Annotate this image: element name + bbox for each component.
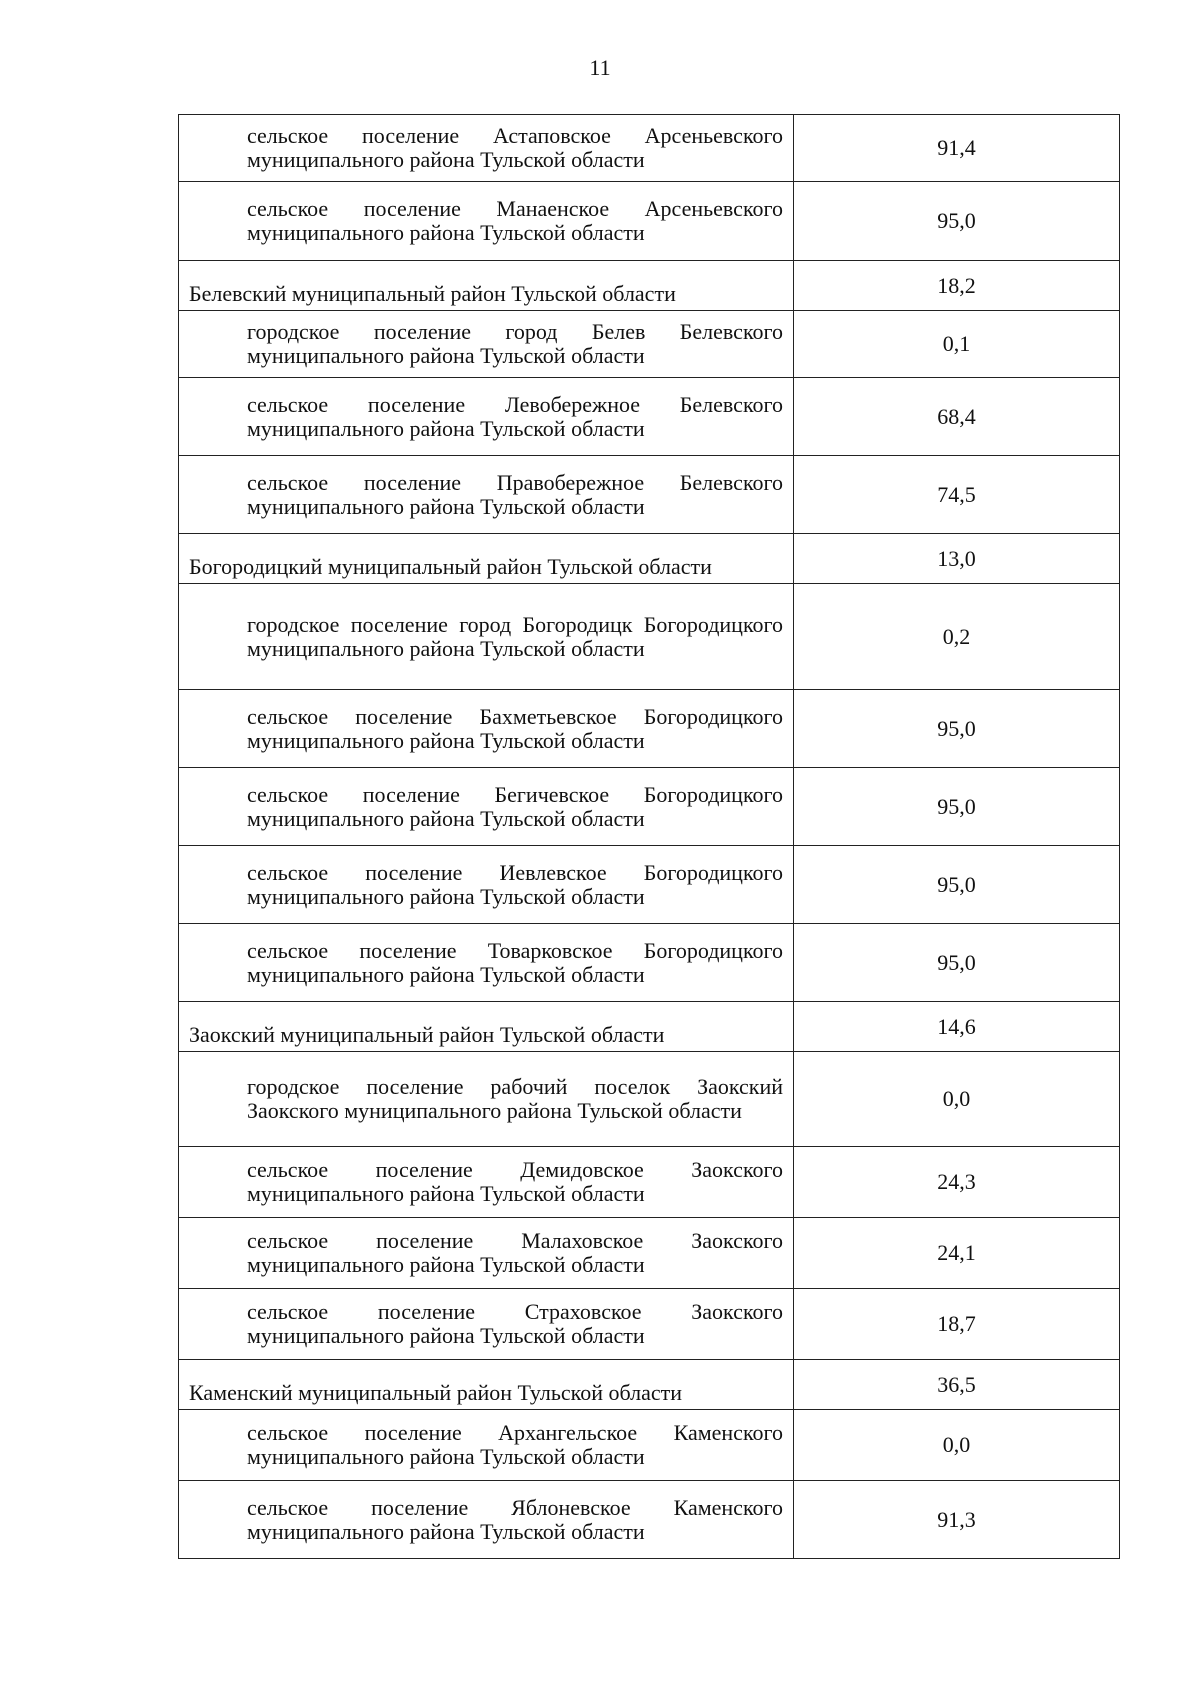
row-name: сельское поселение Иевлевское Богородицкого муниципального района Тульской области [179,846,794,924]
table-row [179,690,1120,768]
row-name: сельское поселение Страховское Заокского муниципального района Тульской области [179,1289,794,1360]
row-name: городское поселение рабочий поселок Заокский Заокского муниципального района Тульской области [179,1052,794,1147]
table-row [179,456,1120,534]
table-row [179,1360,1120,1410]
district-name: Богородицкий муниципальный район Тульской области [179,534,794,584]
row-value: 68,4 [794,378,1120,456]
table-row [179,115,1120,182]
row-name: сельское поселение Малаховское Заокского муниципального района Тульской области [179,1218,794,1289]
row-value: 95,0 [794,182,1120,261]
table-row [179,261,1120,311]
row-name: сельское поселение Яблоневское Каменского муниципального района Тульской области [179,1481,794,1559]
table-row [179,1289,1120,1360]
table-row [179,1410,1120,1481]
row-value: 95,0 [794,690,1120,768]
table-row [179,1218,1120,1289]
table-row [179,534,1120,584]
table-row [179,584,1120,690]
row-value: 91,3 [794,1481,1120,1559]
table-row [179,768,1120,846]
table-row [179,1052,1120,1147]
table-row [179,378,1120,456]
district-name: Заокский муниципальный район Тульской области [179,1002,794,1052]
table-row [179,1002,1120,1052]
table-row [179,1147,1120,1218]
row-value: 95,0 [794,924,1120,1002]
row-name: сельское поселение Левобережное Белевского муниципального района Тульской области [179,378,794,456]
row-value: 14,6 [794,1002,1120,1052]
row-value: 95,0 [794,846,1120,924]
row-value: 0,1 [794,311,1120,378]
row-name: сельское поселение Архангельское Каменского муниципального района Тульской области [179,1410,794,1481]
row-name: сельское поселение Астаповское Арсеньевского муниципального района Тульской области [179,115,794,182]
row-value: 0,0 [794,1410,1120,1481]
row-value: 95,0 [794,768,1120,846]
row-name: сельское поселение Бахметьевское Богородицкого муниципального района Тульской области [179,690,794,768]
table-row [179,182,1120,261]
table-row [179,846,1120,924]
data-table [178,114,1120,1559]
row-name: сельское поселение Демидовское Заокского муниципального района Тульской области [179,1147,794,1218]
row-name: сельское поселение Манаенское Арсеньевского муниципального района Тульской области [179,182,794,261]
page-number: 11 [589,55,611,80]
table-row [179,924,1120,1002]
row-name: сельское поселение Правобережное Белевского муниципального района Тульской области [179,456,794,534]
row-value: 0,2 [794,584,1120,690]
row-name: городское поселение город Белев Белевского муниципального района Тульской области [179,311,794,378]
district-name: Белевский муниципальный район Тульской области [179,261,794,311]
row-name: городское поселение город Богородицк Богородицкого муниципального района Тульской области [179,584,794,690]
row-value: 24,1 [794,1218,1120,1289]
row-value: 91,4 [794,115,1120,182]
district-name: Каменский муниципальный район Тульской области [179,1360,794,1410]
row-name: сельское поселение Товарковское Богородицкого муниципального района Тульской области [179,924,794,1002]
row-value: 36,5 [794,1360,1120,1410]
row-value: 0,0 [794,1052,1120,1147]
table-row [179,1481,1120,1559]
row-name: сельское поселение Бегичевское Богородицкого муниципального района Тульской области [179,768,794,846]
row-value: 74,5 [794,456,1120,534]
row-value: 24,3 [794,1147,1120,1218]
row-value: 13,0 [794,534,1120,584]
row-value: 18,7 [794,1289,1120,1360]
row-value: 18,2 [794,261,1120,311]
table-row [179,311,1120,378]
